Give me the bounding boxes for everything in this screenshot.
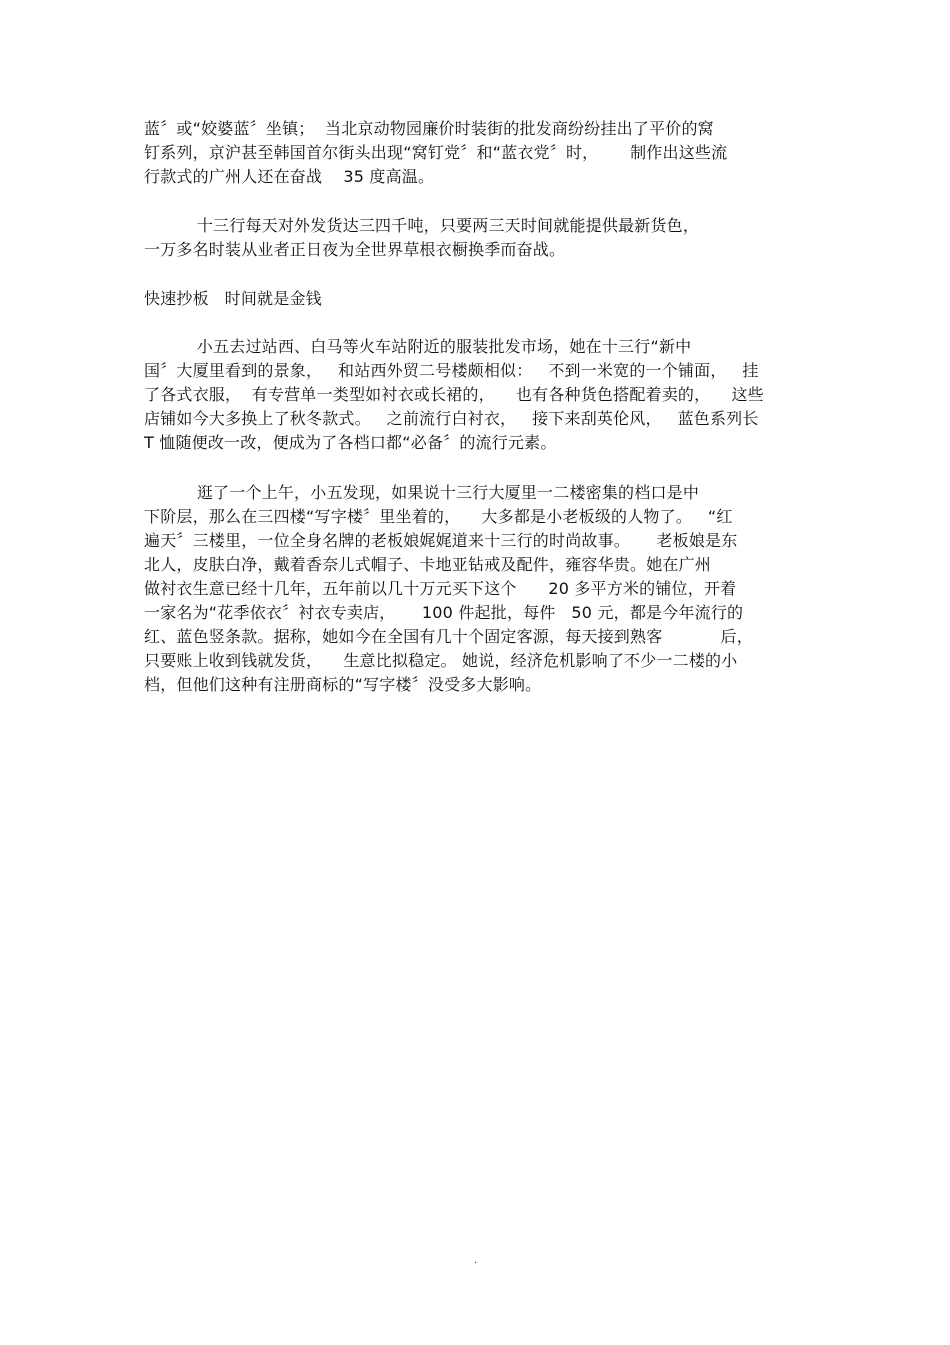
text-line: 小五去过站西、白马等火车站附近的服装批发市场，她在十三行“新中 — [144, 337, 692, 356]
paragraph-3 — [144, 335, 814, 455]
paragraph-2 — [144, 214, 814, 262]
text-line: 只要账上收到钱就发货， 生意比拟稳定。 她说，经济危机影响了不少一二楼的小 — [144, 651, 738, 670]
text-line: 一万多名时装从业者正日夜为全世界草根衣橱换季而奋战。 — [144, 240, 566, 259]
section-heading-container — [144, 287, 814, 311]
text-line: T 恤随便改一改，便成为了各档口都“必备〞的流行元素。 — [144, 433, 557, 452]
text-line: 钉系列，京沪甚至韩国首尔街头出现“窝钉党〞和“蓝衣党〞时， 制作出这些流 — [144, 143, 728, 162]
text-line: 行款式的广州人还在奋战 35 度高温。 — [144, 167, 435, 186]
paragraph-1 — [144, 117, 814, 189]
text-line: 十三行每天对外发货达三四千吨，只要两三天时间就能提供最新货色， — [144, 216, 700, 235]
page-marker: . — [474, 1255, 478, 1266]
text-line: 档，但他们这种有注册商标的“写字楼〞没受多大影响。 — [144, 675, 542, 694]
section-heading: 快速抄板 时间就是金钱 — [144, 289, 322, 308]
text-line: 红、蓝色竖条款。据称，她如今在全国有几十个固定客源，每天接到熟客 后， — [144, 627, 753, 646]
text-line: 一家名为“花季依衣〞衬衣专卖店， 100 件起批，每件 50 元，都是今年流行的 — [144, 603, 744, 622]
text-line: 北人，皮肤白净，戴着香奈儿式帽子、卡地亚钻戒及配件，雍容华贵。她在广州 — [144, 555, 712, 574]
text-line: 店铺如今大多换上了秋冬款式。 之前流行白衬衣， 接下来刮英伦风， 蓝色系列长 — [144, 409, 759, 428]
text-line: 逛了一个上午，小五发现，如果说十三行大厦里一二楼密集的档口是中 — [144, 483, 700, 502]
text-line: 蓝〞或“姣婆蓝〞坐镇； 当北京动物园廉价时装街的批发商纷纷挂出了平价的窝 — [144, 119, 714, 138]
text-line: 国〞大厦里看到的景象， 和站西外贸二号楼颇相似： 不到一米宽的一个铺面， 挂 — [144, 361, 759, 380]
text-line: 了各式衣服， 有专营单一类型如衬衣或长裙的， 也有各种货色搭配着卖的， 这些 — [144, 385, 764, 404]
paragraph-4 — [144, 481, 814, 697]
text-line: 做衬衣生意已经十几年，五年前以几十万元买下这个 20 多平方米的铺位，开着 — [144, 579, 737, 598]
text-line: 遍天〞三楼里，一位全身名牌的老板娘娓娓道来十三行的时尚故事。 老板娘是东 — [144, 531, 738, 550]
text-line: 下阶层，那么在三四楼“写字楼〞里坐着的， 大多都是小老板级的人物了。 “红 — [144, 507, 733, 526]
